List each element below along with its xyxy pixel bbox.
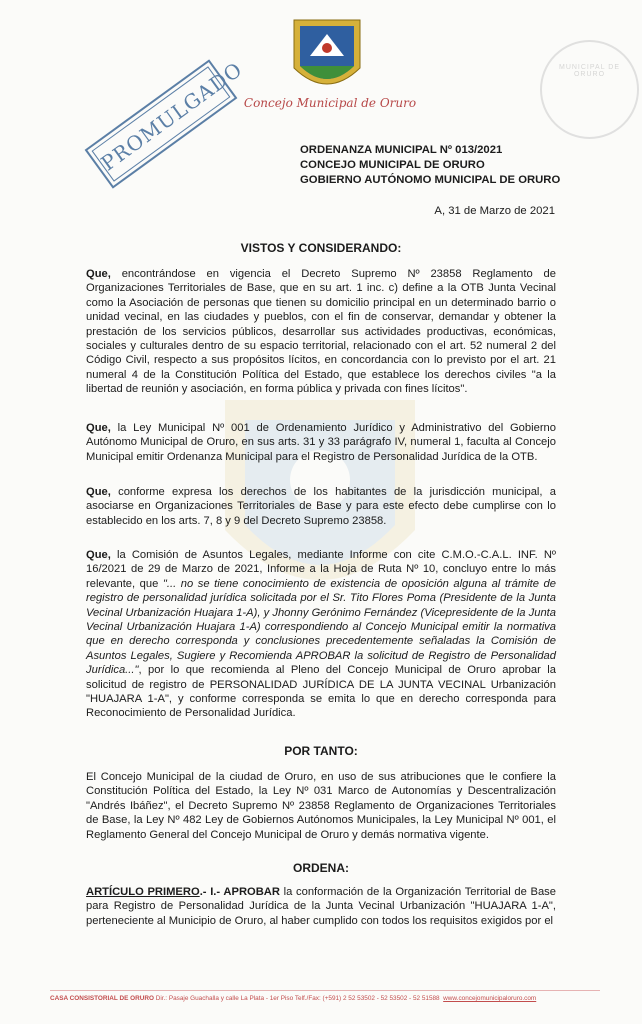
logo-text: Concejo Municipal de Oruro bbox=[243, 96, 417, 110]
page-footer bbox=[50, 990, 600, 1002]
promulgado-stamp bbox=[85, 57, 247, 188]
ordinance-number: ORDENANZA MUNICIPAL Nº 013/2021 bbox=[300, 144, 503, 156]
government-name: GOBIERNO AUTÓNOMO MUNICIPAL DE ORURO bbox=[300, 174, 561, 186]
article-separator: .- bbox=[199, 886, 211, 898]
coat-of-arms-logo bbox=[290, 16, 364, 100]
municipal-seal: MUNICIPAL DE ORURO bbox=[540, 40, 639, 139]
considerando-paragraph-2 bbox=[86, 421, 556, 464]
vistos-heading: VISTOS Y CONSIDERANDO: bbox=[240, 241, 402, 255]
stamp-text: PROMULGADO bbox=[92, 66, 231, 181]
paragraph-text: la Ley Municipal Nº 001 de Ordenamiento Jurídico y Administrativo del Gobierno Autónomo Municipal de Oruro, en sus arts. 31 y 33 parágrafo IV, numeral 1, faculta al Concejo Municipal emitir Ordenanza Municipal para el Registro de Personalidad Jurídica de la OTB. bbox=[86, 422, 556, 463]
paragraph-text: conforme expresa los derechos de los habitantes de la jurisdicción municipal, a asociarse en Organizaciones Territoriales de Base y para este efecto debe cumplirse con lo establecido en los arts. 7, 8 y 9 del Decreto Supremo 23858. bbox=[86, 486, 556, 527]
paragraph-text: El Concejo Municipal de la ciudad de Oruro, en uso de sus atribuciones que le confiere la Constitución Política del Estado, la Ley Nº 031 Marco de Autonomías y Descentralización "Andrés Ibáñez", el Decreto Supremo Nº 23858 Reglamento de Organizaciones Territoriales de Base, la Ley Nº 482 Ley de Gobiernos Autónomos Municipales, la Ley Municipal Nº 001, el Reglamento General del Concejo Municipal de Oruro y demás normativa vigente. bbox=[86, 771, 556, 841]
footer-website-link[interactable]: www.concejomunicipaloruro.com bbox=[443, 995, 537, 1002]
ordena-heading: ORDENA: bbox=[293, 861, 349, 875]
paragraph-text: la conformación de la Organización Territorial de Base para Registro de Personalidad Jurídica de la Junta Vecinal Urbanización "HUAJARA 1-A", perteneciente al Municipio de Oruro, al haber cumplido con todos los requisitos exigidos por el bbox=[86, 886, 556, 927]
footer-address: Dir.: Pasaje Guachalla y calle La Plata - 1er Piso Telf./Fax: (+591) 2 52 53502 - 52 53502 - 52 51588 bbox=[155, 995, 440, 1002]
considerando-paragraph-1 bbox=[86, 267, 556, 397]
paragraph-text: la Comisión de Asuntos Legales, mediante Informe con cite C.M.O.-C.A.L. INF. Nº 16/2021 de 29 de Marzo de 2021, Informe a la Hoja de Ruta Nº 10, concluyo entre lo más relevante, que bbox=[86, 549, 556, 590]
article-clause: I.- APROBAR bbox=[210, 886, 280, 898]
article-label: ARTÍCULO PRIMERO bbox=[86, 886, 200, 898]
por-tanto-paragraph bbox=[86, 770, 556, 842]
commission-quote: "... no se tiene conocimiento de existencia de oposición alguna al trámite de registro de personalidad jurídica solicitada por el Sr. Tito Flores Poma (Presidente de la Junta Vecinal Urbanización Huajara 1-A), y Jhonny Gerónimo Fernández (Vicepresidente de la Junta Vecinal Urbanización Huajara 1-A) correspondiendo al Concejo Municipal emitir la normativa que en derecho corresponda y conclusiones precedentemente señaladas la Comisión de Asuntos Legales, Sugiere y Recomienda APROBAR la solicitud de Registro de Personalidad Jurídica..." bbox=[86, 577, 557, 677]
que-lead: Que, bbox=[86, 268, 111, 280]
paragraph-text: , por lo que recomienda al Pleno del Concejo Municipal de Oruro aprobar la solicitud de registro de PERSONALIDAD JURÍDICA DE LA JUNTA VECINAL Urbanización "HUAJARA 1-A", y conforme corresponda se emita lo que en derecho corresponda para Reconocimiento de Personalidad Jurídica. bbox=[86, 664, 556, 720]
que-lead: Que, bbox=[86, 549, 111, 561]
article-first bbox=[86, 885, 556, 928]
ordinance-header bbox=[300, 143, 560, 188]
por-tanto-heading: POR TANTO: bbox=[284, 744, 358, 758]
footer-institution: CASA CONSISTORIAL DE ORURO bbox=[50, 995, 156, 1002]
que-lead: Que, bbox=[86, 422, 111, 434]
considerando-paragraph-4 bbox=[86, 548, 556, 721]
que-lead: Que, bbox=[86, 486, 111, 498]
paragraph-text: encontrándose en vigencia el Decreto Supremo Nº 23858 Reglamento de Organizaciones Territoriales de Base, que en su art. 1 inc. c) define a la OTB Junta Vecinal como la Asociación de personas que tienen su domicilio principal en un determinado barrio o unidad vecinal, en las ciudades y pueblos, con el fin de conservar, demandar y obtener la prestación de los servicios públicos, desarrollar sus actividades productivas, económicas, sociales y culturales dentro de su espacio territorial, relacionado con el art. 52 numeral 2 del Código Civil, respecto a sus propósitos lícitos, en concordancia con lo previsto por el art. 21 numeral 4 de la Constitución Política del Estado, que establece los derechos civiles "a la libertad de reunión y asociación, en forma pública y privada con fines lícitos". bbox=[86, 268, 556, 396]
council-name: CONCEJO MUNICIPAL DE ORURO bbox=[300, 159, 485, 171]
document-date: A, 31 de Marzo de 2021 bbox=[434, 205, 555, 217]
considerando-paragraph-3 bbox=[86, 485, 556, 528]
